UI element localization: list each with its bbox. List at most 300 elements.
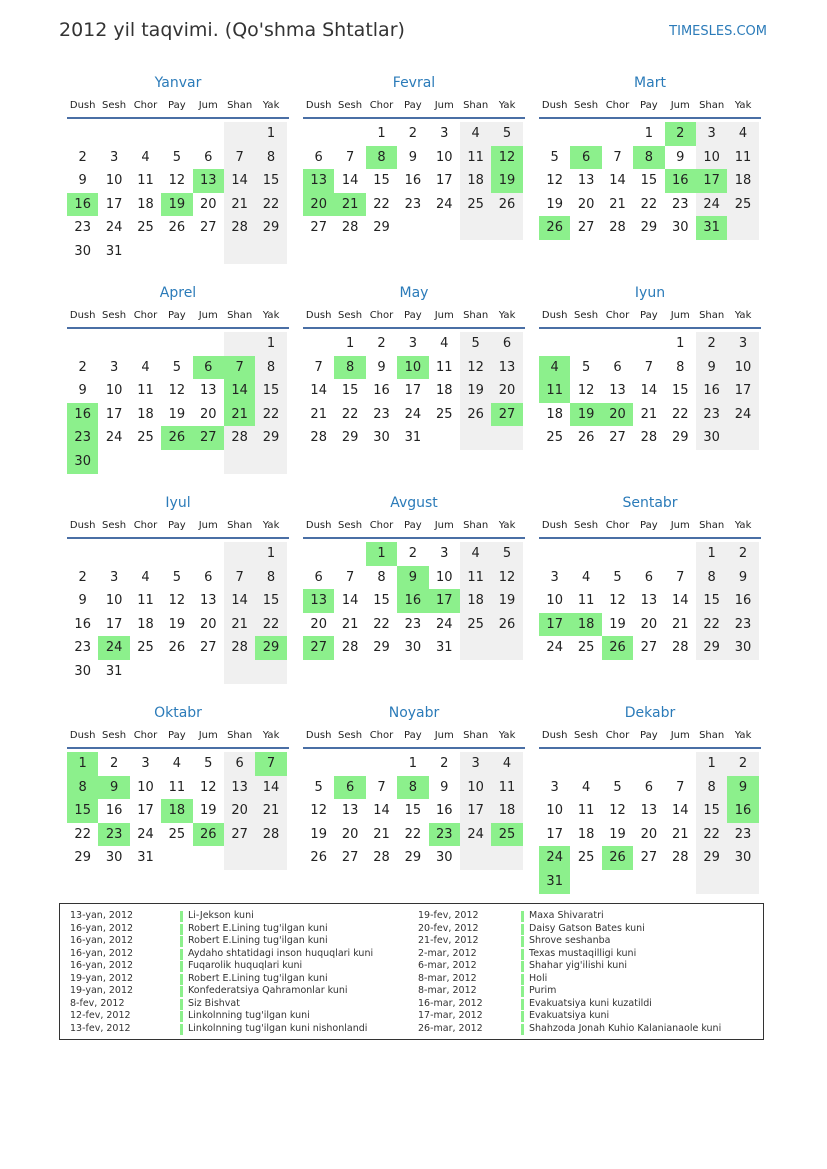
day-cell[interactable]: 5 bbox=[613, 779, 622, 795]
day-cell[interactable]: 11 bbox=[137, 173, 154, 189]
day-cell[interactable]: 17 bbox=[105, 616, 123, 632]
day-cell[interactable]: 16 bbox=[404, 173, 422, 189]
day-cell[interactable]: 23 bbox=[727, 823, 758, 847]
holiday-day-cell[interactable]: 14 bbox=[224, 379, 255, 403]
day-cell[interactable]: 15 bbox=[255, 169, 286, 193]
day-cell[interactable]: 3 bbox=[109, 569, 119, 585]
day-cell[interactable]: 18 bbox=[546, 406, 563, 422]
day-cell[interactable]: 22 bbox=[404, 826, 422, 842]
day-cell[interactable]: 6 bbox=[644, 569, 653, 585]
day-cell[interactable]: 18 bbox=[491, 799, 522, 823]
day-cell[interactable]: 29 bbox=[255, 426, 286, 450]
day-cell[interactable]: 21 bbox=[609, 196, 626, 212]
day-cell[interactable]: 1 bbox=[696, 542, 727, 566]
day-cell[interactable]: 6 bbox=[204, 569, 213, 585]
day-cell[interactable]: 9 bbox=[377, 359, 386, 375]
day-cell[interactable]: 21 bbox=[255, 799, 286, 823]
holiday-day-cell[interactable]: 23 bbox=[98, 823, 129, 847]
day-cell[interactable]: 8 bbox=[255, 566, 286, 590]
day-cell[interactable]: 22 bbox=[696, 823, 727, 847]
day-cell[interactable]: 28 bbox=[341, 220, 359, 236]
holiday-day-cell[interactable]: 11 bbox=[539, 379, 570, 403]
day-cell[interactable]: 4 bbox=[172, 756, 181, 771]
day-cell[interactable]: 20 bbox=[199, 196, 217, 212]
day-cell[interactable]: 2 bbox=[408, 546, 417, 561]
holiday-day-cell[interactable]: 8 bbox=[67, 776, 98, 800]
day-cell[interactable]: 12 bbox=[310, 803, 327, 819]
day-cell[interactable]: 3 bbox=[109, 149, 119, 165]
day-cell[interactable]: 17 bbox=[105, 406, 123, 422]
day-cell[interactable]: 12 bbox=[491, 566, 522, 590]
day-cell[interactable]: 2 bbox=[78, 149, 87, 165]
day-cell[interactable]: 1 bbox=[377, 126, 386, 141]
day-cell[interactable]: 24 bbox=[546, 640, 563, 656]
day-cell[interactable]: 18 bbox=[577, 826, 595, 842]
day-cell[interactable]: 4 bbox=[141, 149, 150, 165]
day-cell[interactable]: 27 bbox=[640, 640, 658, 656]
day-cell[interactable]: 15 bbox=[255, 379, 286, 403]
day-cell[interactable]: 19 bbox=[199, 803, 217, 819]
day-cell[interactable]: 2 bbox=[377, 336, 386, 351]
day-cell[interactable]: 14 bbox=[671, 593, 689, 609]
day-cell[interactable]: 17 bbox=[546, 826, 563, 842]
day-cell[interactable]: 29 bbox=[341, 430, 359, 446]
day-cell[interactable]: 31 bbox=[105, 663, 123, 679]
day-cell[interactable]: 5 bbox=[314, 779, 323, 795]
day-cell[interactable]: 4 bbox=[141, 569, 150, 585]
day-cell[interactable]: 10 bbox=[105, 383, 123, 399]
day-cell[interactable]: 23 bbox=[404, 196, 422, 212]
day-cell[interactable]: 30 bbox=[74, 663, 91, 679]
holiday-day-cell[interactable]: 8 bbox=[334, 356, 365, 380]
day-cell[interactable]: 16 bbox=[74, 616, 91, 632]
day-cell[interactable]: 7 bbox=[613, 149, 622, 165]
day-cell[interactable]: 29 bbox=[255, 216, 286, 240]
day-cell[interactable]: 15 bbox=[373, 173, 390, 189]
holiday-day-cell[interactable]: 16 bbox=[665, 169, 696, 193]
day-cell[interactable]: 22 bbox=[255, 403, 286, 427]
day-cell[interactable]: 15 bbox=[696, 589, 727, 613]
day-cell[interactable]: 10 bbox=[696, 146, 727, 170]
holiday-day-cell[interactable]: 16 bbox=[67, 193, 98, 217]
day-cell[interactable]: 5 bbox=[491, 122, 522, 146]
day-cell[interactable]: 3 bbox=[696, 122, 727, 146]
holiday-day-cell[interactable]: 9 bbox=[727, 776, 758, 800]
day-cell[interactable]: 24 bbox=[460, 823, 491, 847]
day-cell[interactable]: 30 bbox=[404, 640, 422, 656]
day-cell[interactable]: 13 bbox=[640, 803, 658, 819]
day-cell[interactable]: 5 bbox=[613, 569, 622, 585]
day-cell[interactable]: 27 bbox=[341, 850, 359, 866]
day-cell[interactable]: 23 bbox=[671, 196, 689, 212]
day-cell[interactable]: 26 bbox=[491, 193, 522, 217]
day-cell[interactable]: 10 bbox=[546, 593, 563, 609]
day-cell[interactable]: 14 bbox=[255, 776, 286, 800]
holiday-day-cell[interactable]: 6 bbox=[334, 776, 365, 800]
holiday-day-cell[interactable]: 26 bbox=[539, 216, 570, 240]
day-cell[interactable]: 3 bbox=[727, 332, 758, 356]
day-cell[interactable]: 19 bbox=[491, 589, 522, 613]
day-cell[interactable]: 19 bbox=[168, 616, 186, 632]
day-cell[interactable]: 12 bbox=[609, 803, 626, 819]
day-cell[interactable]: 26 bbox=[577, 430, 595, 446]
day-cell[interactable]: 29 bbox=[373, 640, 390, 656]
day-cell[interactable]: 20 bbox=[640, 826, 658, 842]
day-cell[interactable]: 9 bbox=[78, 383, 87, 399]
day-cell[interactable]: 20 bbox=[640, 616, 658, 632]
day-cell[interactable]: 2 bbox=[78, 569, 87, 585]
day-cell[interactable]: 4 bbox=[440, 336, 449, 351]
day-cell[interactable]: 7 bbox=[224, 566, 255, 590]
holiday-day-cell[interactable]: 1 bbox=[366, 542, 397, 566]
day-cell[interactable]: 13 bbox=[640, 593, 658, 609]
holiday-day-cell[interactable]: 26 bbox=[161, 426, 192, 450]
day-cell[interactable]: 1 bbox=[696, 752, 727, 776]
day-cell[interactable]: 15 bbox=[696, 799, 727, 823]
day-cell[interactable]: 24 bbox=[435, 196, 453, 212]
day-cell[interactable]: 2 bbox=[727, 542, 758, 566]
day-cell[interactable]: 27 bbox=[199, 640, 217, 656]
day-cell[interactable]: 24 bbox=[435, 616, 453, 632]
day-cell[interactable]: 11 bbox=[435, 359, 453, 375]
day-cell[interactable]: 19 bbox=[460, 379, 491, 403]
day-cell[interactable]: 13 bbox=[609, 383, 626, 399]
day-cell[interactable]: 18 bbox=[460, 589, 491, 613]
holiday-day-cell[interactable]: 29 bbox=[255, 636, 286, 660]
day-cell[interactable]: 18 bbox=[137, 616, 154, 632]
day-cell[interactable]: 11 bbox=[137, 593, 154, 609]
day-cell[interactable]: 9 bbox=[78, 173, 87, 189]
holiday-day-cell[interactable]: 30 bbox=[67, 450, 98, 474]
holiday-day-cell[interactable]: 26 bbox=[602, 846, 633, 870]
day-cell[interactable]: 14 bbox=[310, 383, 327, 399]
day-cell[interactable]: 12 bbox=[168, 383, 186, 399]
holiday-day-cell[interactable]: 20 bbox=[602, 403, 633, 427]
day-cell[interactable]: 15 bbox=[255, 589, 286, 613]
day-cell[interactable]: 2 bbox=[78, 359, 87, 375]
day-cell[interactable]: 13 bbox=[491, 356, 522, 380]
holiday-day-cell[interactable]: 27 bbox=[491, 403, 522, 427]
holiday-day-cell[interactable]: 13 bbox=[303, 169, 334, 193]
holiday-day-cell[interactable]: 24 bbox=[98, 636, 129, 660]
day-cell[interactable]: 24 bbox=[137, 826, 154, 842]
day-cell[interactable]: 18 bbox=[137, 406, 154, 422]
day-cell[interactable]: 17 bbox=[727, 379, 758, 403]
day-cell[interactable]: 1 bbox=[255, 122, 286, 146]
day-cell[interactable]: 10 bbox=[460, 776, 491, 800]
day-cell[interactable]: 19 bbox=[609, 826, 626, 842]
holiday-day-cell[interactable]: 18 bbox=[570, 613, 601, 637]
day-cell[interactable]: 2 bbox=[727, 752, 758, 776]
holiday-day-cell[interactable]: 8 bbox=[633, 146, 664, 170]
day-cell[interactable]: 29 bbox=[373, 220, 390, 236]
day-cell[interactable]: 25 bbox=[546, 430, 563, 446]
day-cell[interactable]: 5 bbox=[491, 542, 522, 566]
day-cell[interactable]: 22 bbox=[341, 406, 359, 422]
day-cell[interactable]: 11 bbox=[460, 146, 491, 170]
day-cell[interactable]: 1 bbox=[676, 336, 685, 351]
day-cell[interactable]: 9 bbox=[676, 149, 685, 165]
day-cell[interactable]: 25 bbox=[137, 430, 154, 446]
day-cell[interactable]: 11 bbox=[491, 776, 522, 800]
day-cell[interactable]: 3 bbox=[550, 569, 559, 585]
day-cell[interactable]: 17 bbox=[435, 173, 453, 189]
day-cell[interactable]: 11 bbox=[727, 146, 758, 170]
day-cell[interactable]: 30 bbox=[74, 243, 91, 259]
day-cell[interactable]: 11 bbox=[577, 803, 595, 819]
holiday-day-cell[interactable]: 13 bbox=[303, 589, 334, 613]
day-cell[interactable]: 31 bbox=[435, 640, 453, 656]
day-cell[interactable]: 12 bbox=[199, 779, 217, 795]
day-cell[interactable]: 18 bbox=[727, 169, 758, 193]
day-cell[interactable]: 17 bbox=[404, 383, 422, 399]
day-cell[interactable]: 14 bbox=[341, 173, 359, 189]
day-cell[interactable]: 4 bbox=[727, 122, 758, 146]
day-cell[interactable]: 18 bbox=[435, 383, 453, 399]
day-cell[interactable]: 16 bbox=[373, 383, 390, 399]
day-cell[interactable]: 27 bbox=[224, 823, 255, 847]
holiday-day-cell[interactable]: 16 bbox=[727, 799, 758, 823]
day-cell[interactable]: 27 bbox=[310, 220, 327, 236]
day-cell[interactable]: 5 bbox=[172, 569, 181, 585]
day-cell[interactable]: 16 bbox=[435, 803, 453, 819]
day-cell[interactable]: 29 bbox=[696, 846, 727, 870]
day-cell[interactable]: 9 bbox=[727, 566, 758, 590]
day-cell[interactable]: 8 bbox=[255, 356, 286, 380]
day-cell[interactable]: 21 bbox=[224, 193, 255, 217]
holiday-day-cell[interactable]: 13 bbox=[193, 169, 224, 193]
site-link[interactable]: TIMESLES.COM bbox=[669, 24, 767, 39]
day-cell[interactable]: 15 bbox=[373, 593, 390, 609]
day-cell[interactable]: 19 bbox=[168, 406, 186, 422]
day-cell[interactable]: 12 bbox=[546, 173, 563, 189]
day-cell[interactable]: 23 bbox=[404, 616, 422, 632]
day-cell[interactable]: 28 bbox=[224, 426, 255, 450]
day-cell[interactable]: 1 bbox=[255, 542, 286, 566]
day-cell[interactable]: 26 bbox=[168, 220, 186, 236]
day-cell[interactable]: 3 bbox=[109, 359, 119, 375]
holiday-day-cell[interactable]: 23 bbox=[429, 823, 460, 847]
day-cell[interactable]: 21 bbox=[341, 616, 359, 632]
day-cell[interactable]: 28 bbox=[224, 636, 255, 660]
day-cell[interactable]: 14 bbox=[341, 593, 359, 609]
day-cell[interactable]: 5 bbox=[460, 332, 491, 356]
day-cell[interactable]: 7 bbox=[676, 569, 685, 585]
day-cell[interactable]: 2 bbox=[440, 756, 449, 771]
day-cell[interactable]: 14 bbox=[609, 173, 626, 189]
day-cell[interactable]: 12 bbox=[577, 383, 595, 399]
day-cell[interactable]: 6 bbox=[491, 332, 522, 356]
day-cell[interactable]: 5 bbox=[172, 149, 181, 165]
day-cell[interactable]: 6 bbox=[644, 779, 653, 795]
day-cell[interactable]: 21 bbox=[373, 826, 390, 842]
day-cell[interactable]: 3 bbox=[141, 756, 150, 771]
day-cell[interactable]: 6 bbox=[224, 752, 255, 776]
day-cell[interactable]: 10 bbox=[546, 803, 563, 819]
day-cell[interactable]: 28 bbox=[609, 220, 626, 236]
day-cell[interactable]: 29 bbox=[74, 850, 91, 866]
day-cell[interactable]: 21 bbox=[671, 616, 689, 632]
day-cell[interactable]: 28 bbox=[224, 216, 255, 240]
holiday-day-cell[interactable]: 7 bbox=[255, 752, 286, 776]
day-cell[interactable]: 25 bbox=[577, 850, 595, 866]
day-cell[interactable]: 10 bbox=[435, 569, 453, 585]
holiday-day-cell[interactable]: 21 bbox=[334, 193, 365, 217]
day-cell[interactable]: 8 bbox=[255, 146, 286, 170]
day-cell[interactable]: 4 bbox=[141, 359, 150, 375]
day-cell[interactable]: 25 bbox=[137, 640, 154, 656]
day-cell[interactable]: 10 bbox=[105, 173, 123, 189]
day-cell[interactable]: 14 bbox=[224, 169, 255, 193]
day-cell[interactable]: 1 bbox=[345, 336, 355, 351]
day-cell[interactable]: 23 bbox=[74, 220, 91, 236]
day-cell[interactable]: 5 bbox=[550, 149, 559, 165]
holiday-day-cell[interactable]: 20 bbox=[303, 193, 334, 217]
holiday-day-cell[interactable]: 26 bbox=[193, 823, 224, 847]
holiday-day-cell[interactable]: 19 bbox=[161, 193, 192, 217]
holiday-day-cell[interactable]: 26 bbox=[602, 636, 633, 660]
day-cell[interactable]: 11 bbox=[137, 383, 154, 399]
day-cell[interactable]: 16 bbox=[727, 589, 758, 613]
day-cell[interactable]: 15 bbox=[341, 383, 359, 399]
holiday-day-cell[interactable]: 17 bbox=[539, 613, 570, 637]
day-cell[interactable]: 4 bbox=[460, 122, 491, 146]
day-cell[interactable]: 21 bbox=[640, 406, 658, 422]
day-cell[interactable]: 9 bbox=[408, 149, 417, 165]
day-cell[interactable]: 23 bbox=[696, 403, 727, 427]
holiday-day-cell[interactable]: 1 bbox=[67, 752, 98, 776]
day-cell[interactable]: 1 bbox=[644, 126, 653, 141]
day-cell[interactable]: 23 bbox=[727, 613, 758, 637]
day-cell[interactable]: 18 bbox=[137, 196, 154, 212]
day-cell[interactable]: 19 bbox=[609, 616, 626, 632]
day-cell[interactable]: 28 bbox=[640, 430, 658, 446]
day-cell[interactable]: 1 bbox=[255, 332, 286, 356]
holiday-day-cell[interactable]: 21 bbox=[224, 403, 255, 427]
day-cell[interactable]: 26 bbox=[460, 403, 491, 427]
day-cell[interactable]: 8 bbox=[676, 359, 685, 375]
holiday-day-cell[interactable]: 4 bbox=[539, 356, 570, 380]
day-cell[interactable]: 22 bbox=[696, 613, 727, 637]
day-cell[interactable]: 25 bbox=[435, 406, 453, 422]
day-cell[interactable]: 26 bbox=[168, 640, 186, 656]
day-cell[interactable]: 20 bbox=[491, 379, 522, 403]
day-cell[interactable]: 9 bbox=[696, 356, 727, 380]
day-cell[interactable]: 20 bbox=[199, 406, 217, 422]
day-cell[interactable]: 10 bbox=[105, 593, 123, 609]
holiday-day-cell[interactable]: 19 bbox=[570, 403, 601, 427]
day-cell[interactable]: 29 bbox=[671, 430, 689, 446]
day-cell[interactable]: 4 bbox=[460, 542, 491, 566]
holiday-day-cell[interactable]: 23 bbox=[67, 426, 98, 450]
day-cell[interactable]: 19 bbox=[546, 196, 563, 212]
holiday-day-cell[interactable]: 8 bbox=[366, 146, 397, 170]
day-cell[interactable]: 4 bbox=[581, 569, 591, 585]
day-cell[interactable]: 30 bbox=[435, 850, 453, 866]
day-cell[interactable]: 13 bbox=[199, 383, 217, 399]
day-cell[interactable]: 17 bbox=[137, 803, 154, 819]
day-cell[interactable]: 29 bbox=[640, 220, 658, 236]
day-cell[interactable]: 22 bbox=[373, 196, 390, 212]
day-cell[interactable]: 21 bbox=[671, 826, 689, 842]
holiday-day-cell[interactable]: 24 bbox=[539, 846, 570, 870]
day-cell[interactable]: 6 bbox=[314, 149, 323, 165]
day-cell[interactable]: 28 bbox=[341, 640, 359, 656]
day-cell[interactable]: 13 bbox=[577, 173, 595, 189]
day-cell[interactable]: 2 bbox=[696, 332, 727, 356]
day-cell[interactable]: 22 bbox=[255, 613, 286, 637]
day-cell[interactable]: 26 bbox=[491, 613, 522, 637]
holiday-day-cell[interactable]: 9 bbox=[397, 566, 428, 590]
holiday-day-cell[interactable]: 17 bbox=[696, 169, 727, 193]
day-cell[interactable]: 6 bbox=[314, 569, 323, 585]
day-cell[interactable]: 7 bbox=[377, 779, 386, 795]
day-cell[interactable]: 31 bbox=[137, 850, 154, 866]
day-cell[interactable]: 4 bbox=[491, 752, 522, 776]
day-cell[interactable]: 13 bbox=[224, 776, 255, 800]
day-cell[interactable]: 24 bbox=[105, 430, 123, 446]
day-cell[interactable]: 25 bbox=[460, 193, 491, 217]
day-cell[interactable]: 30 bbox=[727, 846, 758, 870]
holiday-day-cell[interactable]: 27 bbox=[193, 426, 224, 450]
holiday-day-cell[interactable]: 16 bbox=[397, 589, 428, 613]
holiday-day-cell[interactable]: 10 bbox=[397, 356, 428, 380]
day-cell[interactable]: 28 bbox=[671, 640, 689, 656]
day-cell[interactable]: 9 bbox=[78, 593, 87, 609]
day-cell[interactable]: 23 bbox=[74, 640, 91, 656]
day-cell[interactable]: 30 bbox=[105, 850, 123, 866]
day-cell[interactable]: 17 bbox=[460, 799, 491, 823]
holiday-day-cell[interactable]: 19 bbox=[491, 169, 522, 193]
day-cell[interactable]: 27 bbox=[640, 850, 658, 866]
day-cell[interactable]: 20 bbox=[310, 616, 327, 632]
day-cell[interactable]: 27 bbox=[577, 220, 595, 236]
day-cell[interactable]: 15 bbox=[404, 803, 422, 819]
day-cell[interactable]: 20 bbox=[341, 826, 359, 842]
holiday-day-cell[interactable]: 31 bbox=[539, 870, 570, 894]
day-cell[interactable]: 24 bbox=[404, 406, 422, 422]
day-cell[interactable]: 25 bbox=[727, 193, 758, 217]
day-cell[interactable]: 10 bbox=[727, 356, 758, 380]
day-cell[interactable]: 22 bbox=[373, 616, 390, 632]
holiday-day-cell[interactable]: 9 bbox=[98, 776, 129, 800]
day-cell[interactable]: 2 bbox=[109, 756, 119, 771]
day-cell[interactable]: 30 bbox=[373, 430, 390, 446]
day-cell[interactable]: 13 bbox=[341, 803, 359, 819]
day-cell[interactable]: 27 bbox=[199, 220, 217, 236]
day-cell[interactable]: 23 bbox=[373, 406, 390, 422]
day-cell[interactable]: 8 bbox=[696, 566, 727, 590]
day-cell[interactable]: 7 bbox=[676, 779, 685, 795]
holiday-day-cell[interactable]: 2 bbox=[665, 122, 696, 146]
holiday-day-cell[interactable]: 8 bbox=[397, 776, 428, 800]
day-cell[interactable]: 17 bbox=[105, 196, 123, 212]
day-cell[interactable]: 4 bbox=[581, 779, 591, 795]
day-cell[interactable]: 14 bbox=[671, 803, 689, 819]
day-cell[interactable]: 5 bbox=[204, 756, 213, 771]
day-cell[interactable]: 16 bbox=[105, 803, 123, 819]
holiday-day-cell[interactable]: 25 bbox=[491, 823, 522, 847]
day-cell[interactable]: 7 bbox=[224, 146, 255, 170]
day-cell[interactable]: 21 bbox=[224, 613, 255, 637]
holiday-day-cell[interactable]: 6 bbox=[570, 146, 601, 170]
day-cell[interactable]: 25 bbox=[137, 220, 154, 236]
day-cell[interactable]: 14 bbox=[640, 383, 658, 399]
day-cell[interactable]: 6 bbox=[613, 359, 622, 375]
day-cell[interactable]: 29 bbox=[404, 850, 422, 866]
day-cell[interactable]: 24 bbox=[696, 193, 727, 217]
day-cell[interactable]: 5 bbox=[172, 359, 181, 375]
